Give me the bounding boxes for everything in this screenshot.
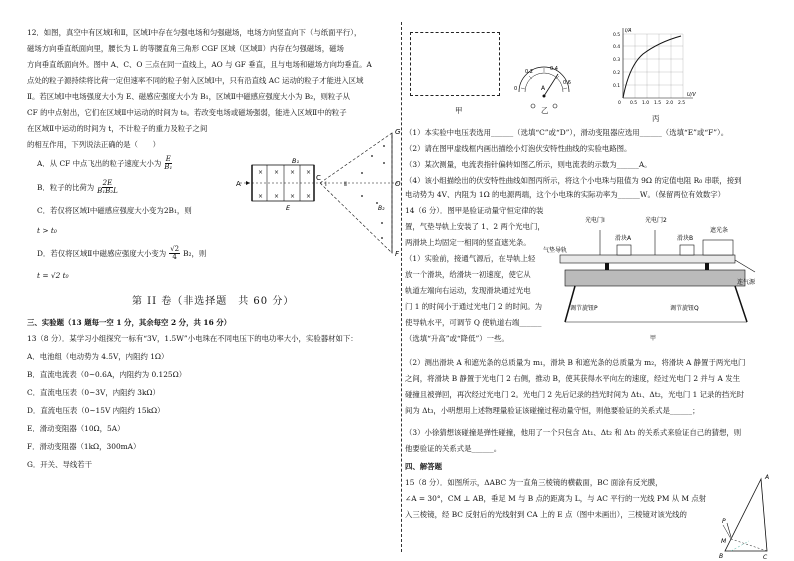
q12-line: 磁场方向垂直纸面向里，腰长为 L 的等腰直角三角形 CGF 区域（区域Ⅱ）内存在匀强磁场，磁场 — [27, 44, 344, 53]
fraction-numerator: 2E — [102, 179, 113, 187]
q14-part2: 之间，将滑块 B 静置于光电门 2 右侧，推动 B，使其获得水平向左的速度，经过光电门 2 并与 A 发生 — [405, 374, 740, 383]
q13-line: G．开关、导线若干 — [27, 460, 93, 469]
option-c-result: t > t₀ — [37, 226, 57, 235]
label-f: F — [395, 250, 400, 258]
triangle-abc — [725, 479, 767, 551]
y-tick: 0.4 — [613, 45, 621, 50]
q13-line: E．滑动变阻器（10Ω，5A） — [27, 424, 125, 433]
q14-line: 置，气垫导轨上安装了 1、2 两个光电门， — [405, 222, 545, 231]
q14-part3: （3）小徐猜想该碰撞是弹性碰撞，他用了一个只包含 Δt₁、Δt₂ 和 Δt₃ 的关系式来验证自己的猜想，则 — [405, 428, 742, 437]
q15-line: 15（8 分）．如图所示，ΔABC 为一直角三棱镜的横截面，BC 面涂有反光膜， — [405, 478, 663, 487]
dial-tick-0: 0 — [514, 86, 518, 92]
option-d-result: t = √2 t₀ — [37, 271, 69, 280]
label-a: A — [236, 180, 241, 188]
label-region-1: Ⅰ — [325, 181, 327, 188]
y-tick: 0.2 — [613, 71, 621, 76]
fraction-denominator: 4 — [172, 253, 177, 261]
svg-text:×: × — [274, 169, 280, 176]
prism-label-p: P — [722, 518, 726, 525]
fraction-2e — [97, 180, 118, 195]
q13-line: B．直流电流表（0~0.6A，内阻约为 0.125Ω） — [27, 370, 187, 379]
dial-tick-04: 0.4 — [550, 66, 558, 72]
label-slider-a: 滑块A — [615, 235, 632, 242]
label-air-source: 连气源 — [737, 279, 756, 286]
y-tick: 0 — [618, 101, 621, 106]
prism-label-b: B — [719, 553, 724, 560]
label-knob-q: 调节旋钮Q — [670, 305, 699, 312]
light-strip-block — [703, 240, 733, 255]
x-tick: 1.5 — [654, 101, 662, 106]
caption-bing: 丙 — [652, 114, 660, 123]
part2-title: 第 II 卷（非选择题 共 60 分） — [132, 296, 295, 307]
air-track-apparatus — [543, 210, 770, 350]
graph-ylabel: I/A — [625, 28, 632, 34]
caption-apparatus: 甲 — [650, 335, 657, 342]
q14-line: 使导轨水平，可调节 Q 使轨道右端______ — [405, 318, 542, 327]
label-rail: 气垫导轨 — [543, 247, 568, 254]
q13-subquestion: （2）请在图甲虚线框内画出描绘小灯泡伏安特性曲线的实验电路图。 — [405, 144, 632, 153]
label-gate-1: 光电门Ⅰ — [585, 217, 605, 224]
label-g: G — [395, 128, 401, 136]
label-gate-2: 光电门2 — [645, 217, 667, 224]
x-tick: 2.0 — [666, 101, 674, 106]
svg-text:×: × — [306, 193, 312, 200]
caption-jia: 甲 — [455, 106, 463, 115]
q12-line: 12．如图，真空中有区域Ⅰ和Ⅱ，区域Ⅰ中存在匀强电场和匀强磁场，电场方向竖直向下（与纸面平行）， — [27, 28, 362, 37]
q14-part2: 碰撞且被弹回，再次经过光电门 2。光电门 2 先后记录的挡光时间为 Δt₁、Δt₂，光电门 1 记录的挡光时 — [405, 390, 744, 399]
fraction-denominator: B₁ — [164, 163, 173, 171]
y-tick: 0.3 — [613, 58, 621, 63]
q14-line: 轨道左端向右运动，发现滑块通过光电 — [405, 286, 531, 295]
label-b2: B₂ — [378, 205, 385, 212]
iu-characteristic-graph — [603, 26, 703, 106]
q14-line: （选填“升高”或“降低”）一些。 — [405, 334, 509, 343]
svg-text:×: × — [258, 193, 264, 200]
section-4-heading: 四、解答题 — [405, 462, 442, 471]
label-knob-p: 调节旋钮P — [570, 305, 598, 312]
slider-a — [617, 245, 631, 255]
option-c: C．若仅将区域Ⅰ中磁感应强度大小变为2B₁，则 — [37, 206, 192, 215]
q12-line: 在区域Ⅱ中运动的时间为 t，不计粒子的重力及粒子之间 — [27, 124, 208, 133]
option-a-text: A．从 CF 中点飞出的粒子速度大小为 — [37, 158, 162, 168]
svg-text:×: × — [290, 193, 296, 200]
option-d — [37, 246, 206, 261]
q13-line: C．直流电压表（0~3V，内阻约 3kΩ） — [27, 388, 160, 397]
dial-unit: A — [541, 85, 546, 92]
q13-line: 13（8 分）．某学习小组探究一标有“3V，1.5W”小电珠在不同电压下的电功率大小，实验器材如下： — [27, 334, 358, 343]
q14-line: （1）实验前，接通气源后，在导轨上轻 — [405, 254, 536, 263]
q13-subquestion: 电动势为 4V、内阻为 1Ω 的电源两端，这个小电珠的实际功率为______W。（保留两位有效数字） — [405, 190, 726, 199]
fraction-sqrt2-4 — [169, 246, 180, 261]
x-tick: 2.5 — [678, 101, 686, 106]
q12-line: CF 的中点射出，它们在区域Ⅱ中运动的时间为 t₀。若改变电场或磁场强弱，能进入区域Ⅱ中的粒子 — [27, 108, 347, 117]
option-b — [37, 180, 118, 195]
dial-tick-06: 0.6 — [563, 80, 571, 86]
svg-text:×: × — [274, 193, 280, 200]
fraction-numerator: √2 — [170, 245, 180, 253]
q13-line: F．滑动变阻器（1kΩ，300mA） — [27, 442, 141, 451]
column-divider — [401, 22, 402, 552]
prism-label-m: M — [721, 538, 727, 545]
q12-line: Ⅱ。若区域Ⅰ中电场强度大小为 E、磁感应强度大小为 B₁，区域Ⅱ中磁感应强度大小为 B₂，则粒子从 — [27, 92, 351, 101]
label-c: C — [316, 174, 321, 182]
prism-label-a: A — [765, 474, 770, 481]
fraction-denominator: B₁B₂L — [97, 187, 118, 195]
q14-part3: 他要验证的关系式是______。 — [405, 444, 502, 453]
prism-label-c: C — [763, 554, 768, 561]
q13-subquestion: （4）该小组描绘出的伏安特性曲线如图丙所示，将这个小电珠与阻值为 9Ω 的定值电阻 R₀ 串联，接到 — [405, 176, 742, 185]
slider-b — [680, 245, 694, 255]
circuit-drawing-box — [410, 32, 500, 96]
svg-text:×: × — [290, 169, 296, 176]
q13-line: A．电池组（电动势为 4.5V，内阻约 1Ω） — [27, 352, 169, 361]
label-o: O — [395, 180, 401, 188]
svg-text:×: × — [258, 169, 264, 176]
q14-part2: 间为 Δt₃，小明想用上述物理量验证该碰撞过程动量守恒，则他要验证的关系式是______； — [405, 406, 700, 415]
svg-text:×: × — [306, 169, 312, 176]
q14-part2: （2）测出滑块 A 和遮光条的总质量为 m₁，滑块 B 和遮光条的总质量为 m₂，将滑块 A 静置于两光电门 — [405, 358, 746, 367]
q12-field-diagram — [232, 128, 407, 258]
option-b-text: B．粒子的比荷为 — [37, 182, 95, 192]
dial-tick-02: 0.2 — [525, 69, 533, 75]
q12-line: 的相互作用，下列说法正确的是（ ） — [27, 140, 161, 149]
label-region-2: Ⅱ — [344, 181, 347, 188]
ammeter-needle — [544, 74, 558, 96]
x-tick: 0.5 — [630, 101, 638, 106]
q14-line: 门 1 的时间小于通过光电门 2 的时间。为 — [405, 302, 543, 311]
q13-subquestion: （3）某次测量，电流表指针偏转如图乙所示，则电流表的示数为______A。 — [405, 160, 652, 169]
q13-line: D．直流电压表（0~15V 内阻约 15kΩ） — [27, 406, 165, 415]
iu-curve — [623, 36, 681, 98]
q15-line: 入三棱镜，经 BC 反射后的光线射到 CA 上的 E 点（图中未画出），三棱镜对该光线的 — [405, 510, 687, 519]
table-top — [565, 270, 745, 286]
label-b1: B₁ — [292, 157, 300, 165]
fraction-e-b1 — [164, 156, 172, 171]
q14-line: 放一个滑块，给滑块一初速度，使它从 — [405, 270, 531, 279]
x-tick: 1.0 — [642, 101, 650, 106]
graph-xlabel: U/V — [687, 92, 696, 98]
label-strip: 遮光条 — [710, 227, 729, 234]
option-a — [37, 156, 172, 171]
q14-line: 14（6 分）．图甲是验证动量守恒定律的装 — [405, 206, 544, 215]
q15-line: ∠A = 30°，CM ⊥ AB，垂足 M 与 B 点的距离为 L，与 AC 平行的一光线 PM 从 M 点射 — [405, 494, 707, 503]
q13-subquestion: （1）本实验中电压表选用______（选填“C”或“D”），滑动变阻器应选用______（选填“E”或“F”）。 — [405, 128, 729, 137]
option-d-text: D．若仅将区域Ⅱ中磁感应强度大小变为 — [37, 248, 167, 258]
fraction-numerator: E — [165, 155, 171, 163]
q14-line: 两滑块上均固定一相同的竖直遮光条。 — [405, 238, 531, 247]
label-e: E — [286, 204, 291, 212]
label-slider-b: 滑块B — [677, 235, 694, 242]
y-tick: 0.1 — [613, 84, 621, 89]
q12-line: 点处的粒子源持续将比荷一定但速率不同的粒子射入区域Ⅰ中，只有沿直线 AC 运动的粒子才能进入区域 — [27, 76, 364, 85]
incident-ray — [727, 523, 731, 537]
experiment-section-heading: 三、实验题（13 题每一空 1 分，其余每空 2 分，共 16 分） — [27, 318, 232, 327]
option-d-tail: B₂，则 — [183, 248, 207, 258]
y-tick: 0.5 — [613, 33, 621, 38]
air-rail — [560, 255, 735, 263]
q12-line: 方向垂直纸面向外。图中 A、C、O 三点在同一直线上，AO 与 GF 垂直，且与电场和磁场方向均垂直。A — [27, 60, 372, 69]
prism-diagram — [705, 471, 775, 561]
caption-yi: 乙 — [541, 106, 549, 115]
region-2-triangle — [320, 133, 392, 253]
